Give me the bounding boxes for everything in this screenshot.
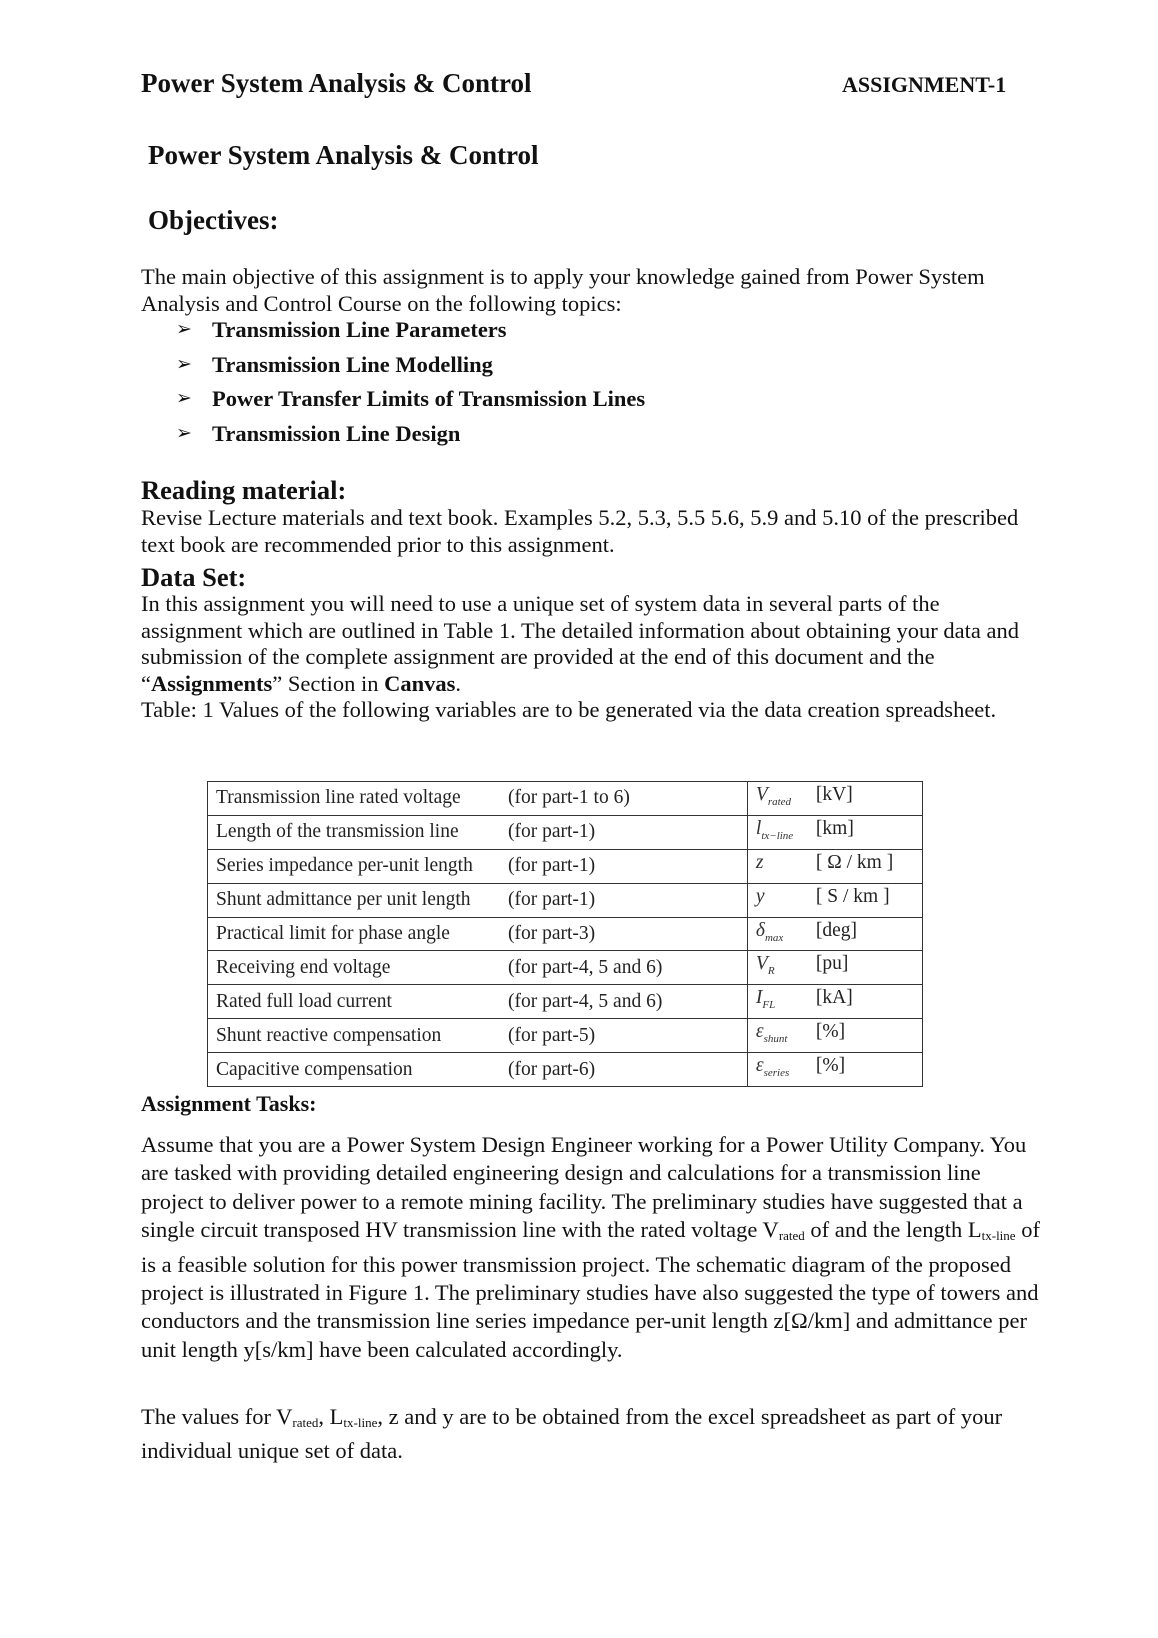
variable-part: (for part-1) [508,889,596,911]
list-item [176,417,645,452]
variable-symbol-cell [747,1053,922,1087]
variable-description-cell [208,917,748,951]
variable-symbol-cell [747,1019,922,1053]
variable-part: (for part-4, 5 and 6) [508,990,663,1012]
subscript: tx-line [981,1228,1016,1244]
table-row [208,883,923,917]
variable-name: Series impedance per-unit length [216,855,473,877]
variable-name: Capacitive compensation [216,1058,413,1080]
variable-name: Shunt reactive compensation [216,1024,442,1046]
variable-description-cell [208,883,748,917]
text-run: , z and y are to be obtained from the excel spreadsheet as part of your individual unique set of data. [141,1404,1003,1464]
variable-symbol: $I_{FL}$ [755,987,776,1012]
variable-name: Length of the transmission line [216,821,459,843]
variable-name: Rated full load current [216,990,392,1012]
table-row [208,1019,923,1053]
data-set-text [141,591,1041,697]
variable-symbol: y [755,885,765,907]
text-run: of is a feasible solution for this power transmission project. The schematic diagram of the proposed project is illustrated in Figure 1. The preliminary studies have also suggested the type of towers and conductors and the transmission line series impedance per-unit length z[Ω/km] and admittance per unit length y[s/km] have been calculated accordingly. [141,1217,1040,1362]
list-item [176,348,645,383]
document-title: Power System Analysis & Control [148,140,539,170]
canvas-emphasis: Canvas [384,670,456,696]
variable-unit: [%] [815,1021,846,1043]
variable-description-cell [208,782,748,816]
objectives-heading: Objectives: [148,205,279,235]
table-row [208,1053,923,1087]
table-row [208,815,923,849]
table-row [208,849,923,883]
variable-symbol: $\varepsilon_{series}$ [755,1055,790,1080]
variable-unit: [pu] [815,953,849,975]
variable-symbol-cell [747,951,922,985]
text-run: In this assignment you will need to use a unique set of system data in several parts of the assignment which are outlined in Table 1. The detailed information about obtaining your data and submission of the complete assignment are provided at the end of this document and the “ [141,591,1019,696]
topic-label: Transmission Line Design [212,420,461,446]
variable-symbol: z [755,851,764,873]
running-header-assignment-label: ASSIGNMENT-1 [842,72,1007,97]
variable-symbol-cell [747,883,922,917]
arrowhead-bullet-icon: ➢ [176,353,192,375]
variable-unit: [%] [815,1055,846,1077]
text-run: . [455,670,462,696]
variable-name: Shunt admittance per unit length [216,889,471,911]
variable-description-cell [208,1019,748,1053]
assignment-tasks-heading: Assignment Tasks: [141,1091,317,1116]
variable-part: (for part-4, 5 and 6) [508,956,663,978]
table-row [208,782,923,816]
list-item [176,382,645,417]
data-set-heading: Data Set: [141,562,247,592]
variable-description-cell [208,951,748,985]
arrowhead-bullet-icon: ➢ [176,422,192,444]
table-row [208,917,923,951]
assignments-emphasis: Assignments [151,670,273,696]
table-caption: Table: 1 Values of the following variables are to be generated via the data creation spreadsheet. [141,697,997,722]
variable-symbol: $V_R$ [755,953,775,978]
text-run: ” Section in [272,670,385,696]
data-source-paragraph [141,1403,1046,1466]
variable-symbol-cell [747,985,922,1019]
variable-part: (for part-6) [508,1058,596,1080]
variable-unit: [kA] [815,987,853,1009]
variable-name: Practical limit for phase angle [216,923,450,944]
variable-part: (for part-1) [508,821,596,843]
list-item [176,313,645,348]
variable-symbol-cell [747,815,922,849]
running-header-course-title: Power System Analysis & Control [141,68,532,98]
text-run: The values for V [141,1404,293,1429]
variable-symbol: $l_{tx-line}$ [755,817,794,842]
variable-description-cell [208,815,748,849]
topic-label: Power Transfer Limits of Transmission Lines [212,386,646,411]
variable-name: Transmission line rated voltage [216,787,461,809]
variable-name: Receiving end voltage [216,956,391,978]
assignment-tasks-paragraph [141,1131,1046,1364]
variable-symbol-cell [747,917,922,951]
variable-symbol: $\delta_{max}$ [755,919,784,944]
variable-description-cell [208,985,748,1019]
variable-unit: [kV] [815,784,853,805]
variable-symbol-cell [747,849,922,883]
text-run: Assume that you are a Power System Design Engineer working for a Power Utility Company. You are tasked with providing detailed engineering design and calculations for a transmission line project to deliver power to a remote mining facility. The preliminary studies have suggested that a single circuit transposed HV transmission line with the rated voltage V [141,1132,1027,1243]
subscript: tx-line [343,1415,378,1430]
reading-material-text: Revise Lecture materials and text book. Examples 5.2, 5.3, 5.5 5.6, 5.9 and 5.10 of the prescribed text book are recommended prior to this assignment. [141,505,1019,557]
text-run: , L [318,1404,344,1429]
reading-material-heading: Reading material: [141,475,347,505]
variable-symbol: $\varepsilon_{shunt}$ [755,1021,788,1046]
variable-unit: [ Ω / km ] [815,851,894,873]
variable-part: (for part-1) [508,855,596,877]
arrowhead-bullet-icon: ➢ [176,319,192,340]
variable-part: (for part-3) [508,923,596,944]
variable-part: (for part-5) [508,1024,596,1046]
variable-unit: [km] [815,817,854,839]
variable-symbol: $V_{rated}$ [755,784,792,808]
variable-symbol-cell [747,782,922,816]
variable-part: (for part-1 to 6) [508,787,630,809]
variables-table [207,781,923,1087]
text-run: of and the length L [804,1217,982,1243]
arrowhead-bullet-icon: ➢ [176,388,192,409]
variable-unit: [deg] [815,919,858,941]
objectives-intro: The main objective of this assignment is to apply your knowledge gained from Power System Analysis and Control Course on the following topics: [141,264,985,316]
variable-description-cell [208,1053,748,1087]
topic-label: Transmission Line Parameters [212,317,507,342]
topics-list [176,313,645,451]
subscript: rated [292,1415,319,1430]
variable-description-cell [208,849,748,883]
subscript: rated [778,1228,805,1244]
variable-unit: [ S / km ] [815,885,890,907]
topic-label: Transmission Line Modelling [212,351,493,377]
table-row [208,951,923,985]
table-row [208,985,923,1019]
